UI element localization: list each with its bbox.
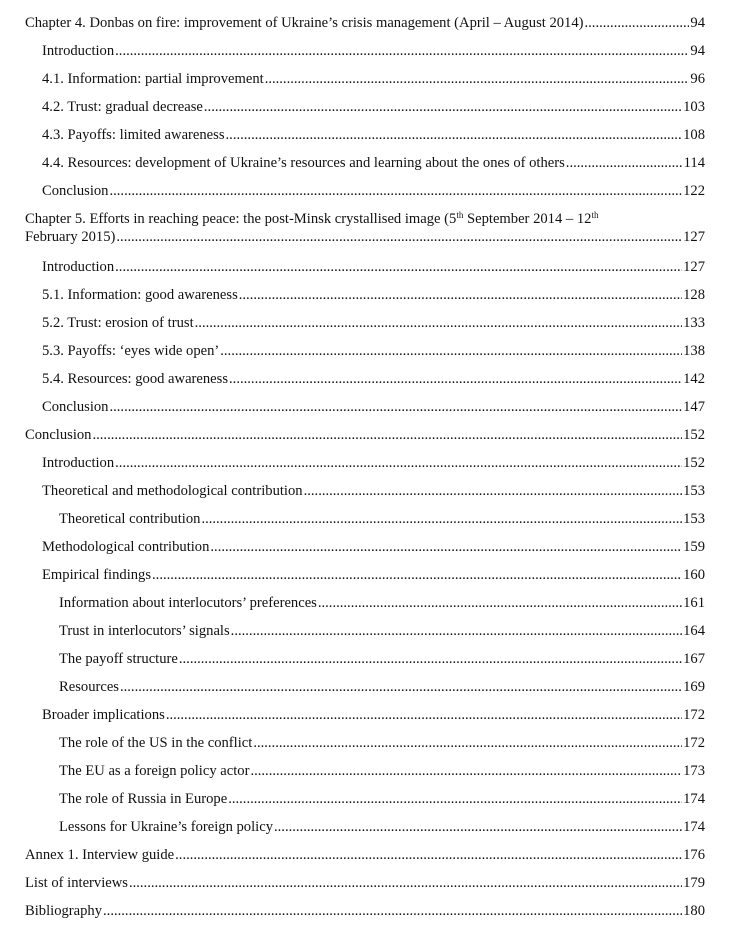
toc-entry-chapter-4[interactable] (25, 14, 705, 32)
dot-leader (228, 790, 682, 808)
toc-entry-4-1[interactable] (42, 70, 705, 88)
dot-leader (103, 902, 682, 920)
toc-entry-page: 180 (683, 903, 705, 919)
toc-entry-4-2[interactable] (42, 98, 705, 116)
toc-entry-page: 103 (683, 99, 705, 115)
toc-entry-lessons-ukraine[interactable] (59, 818, 705, 836)
dot-leader (250, 762, 682, 780)
toc-entry-page: 176 (683, 847, 705, 863)
toc-entry-5-4[interactable] (42, 370, 705, 388)
toc-entry-chapter-5[interactable] (25, 210, 705, 246)
toc-entry-page: 152 (683, 455, 705, 471)
toc-entry-role-of-us[interactable] (59, 734, 705, 752)
toc-entry-title: Theoretical contribution (59, 511, 201, 527)
toc-entry-title: Lessons for Ukraine’s foreign policy (59, 819, 273, 835)
dot-leader (566, 154, 683, 172)
toc-entry-ch5-introduction[interactable] (42, 258, 705, 276)
toc-entry-page: 167 (683, 651, 705, 667)
toc-entry-title: Conclusion (42, 183, 109, 199)
toc-entry-title: Bibliography (25, 903, 103, 919)
toc-entry-page: 169 (683, 679, 705, 695)
dot-leader (115, 258, 682, 276)
toc-entry-page: 108 (683, 127, 705, 143)
toc-entry-title: Resources (59, 679, 119, 695)
dot-leader (585, 14, 690, 32)
dot-leader (195, 314, 682, 332)
dot-leader (231, 622, 682, 640)
toc-entry-title: 5.4. Resources: good awareness (42, 371, 229, 387)
dot-leader (152, 566, 682, 584)
dot-leader (109, 182, 682, 200)
toc-entry-title: Chapter 4. Donbas on fire: improvement of Ukraine’s crisis management (April – August 2014) (25, 15, 584, 31)
toc-entry-eu-actor[interactable] (59, 762, 705, 780)
dot-leader (239, 286, 682, 304)
title-part: September 2014 – 12 (463, 211, 592, 227)
toc-entry-annex-1[interactable] (25, 846, 705, 864)
toc-entry-page: 153 (683, 483, 705, 499)
toc-entry-ch4-introduction[interactable] (42, 42, 705, 60)
toc-entry-payoff-structure[interactable] (59, 650, 705, 668)
toc-entry-trust-signals[interactable] (59, 622, 705, 640)
toc-entry-title: Methodological contribution (42, 539, 210, 555)
toc-entry-5-1[interactable] (42, 286, 705, 304)
toc-entry-title: 5.2. Trust: erosion of trust (42, 315, 194, 331)
toc-entry-empirical-findings[interactable] (42, 566, 705, 584)
toc-entry-title: Information about interlocutors’ preferences (59, 595, 317, 611)
toc-entry-conclusion-introduction[interactable] (42, 454, 705, 472)
toc-entry-page: 133 (683, 315, 705, 331)
dot-leader (253, 734, 682, 752)
toc-entry-methodological-contribution[interactable] (42, 538, 705, 556)
toc-entry-title: The role of Russia in Europe (59, 791, 228, 807)
toc-entry-title: 4.2. Trust: gradual decrease (42, 99, 203, 115)
dot-leader (226, 126, 683, 144)
toc-entry-title: Theoretical and methodological contribution (42, 483, 303, 499)
toc-entry-page: 161 (683, 595, 705, 611)
toc-entry-page: 174 (683, 819, 705, 835)
toc-entry-theoretical-methodological[interactable] (42, 482, 705, 500)
toc-entry-page: 114 (683, 155, 705, 171)
toc-entry-title: 4.4. Resources: development of Ukraine’s resources and learning about the ones of others (42, 155, 565, 171)
toc-entry-page: 96 (690, 71, 705, 87)
toc-entry-page: 164 (683, 623, 705, 639)
dot-leader (265, 70, 690, 88)
toc-entry-page: 179 (683, 875, 705, 891)
dot-leader (92, 426, 682, 444)
dot-leader (115, 454, 682, 472)
toc-entry-5-3[interactable] (42, 342, 705, 360)
toc-entry-page: 174 (683, 791, 705, 807)
toc-entry-4-3[interactable] (42, 126, 705, 144)
toc-entry-page: 172 (683, 735, 705, 751)
dot-leader (175, 846, 682, 864)
toc-entry-page: 153 (683, 511, 705, 527)
dot-leader (318, 594, 682, 612)
toc-entry-page: 173 (683, 763, 705, 779)
toc-entry-page: 127 (683, 229, 705, 245)
toc-entry-bibliography[interactable] (25, 902, 705, 920)
toc-entry-title: Conclusion (42, 399, 109, 415)
toc-entry-title: 4.3. Payoffs: limited awareness (42, 127, 225, 143)
toc-entry-page: 122 (683, 183, 705, 199)
toc-entry-title: Empirical findings (42, 567, 152, 583)
toc-entry-title: Trust in interlocutors’ signals (59, 623, 230, 639)
toc-entry-conclusion[interactable] (25, 426, 705, 444)
dot-leader (129, 874, 682, 892)
dot-leader (204, 98, 682, 116)
toc-entry-resources[interactable] (59, 678, 705, 696)
toc-entry-information-preferences[interactable] (59, 594, 705, 612)
toc-entry-ch4-conclusion[interactable] (42, 182, 705, 200)
dot-leader (274, 818, 682, 836)
toc-entry-title: February 2015) (25, 229, 116, 245)
superscript: th (456, 210, 464, 220)
dot-leader (115, 42, 689, 60)
toc-entry-title: The role of the US in the conflict (59, 735, 253, 751)
toc-entry-title: Introduction (42, 259, 115, 275)
toc-entry-list-of-interviews[interactable] (25, 874, 705, 892)
toc-entry-page: 152 (683, 427, 705, 443)
toc-entry-page: 147 (683, 399, 705, 415)
toc-entry-page: 160 (683, 567, 705, 583)
toc-entry-ch5-conclusion[interactable] (42, 398, 705, 416)
dot-leader (229, 370, 682, 388)
toc-entry-page: 128 (683, 287, 705, 303)
dot-leader (220, 342, 682, 360)
toc-entry-title: Conclusion (25, 427, 92, 443)
toc-entry-page: 94 (690, 43, 705, 59)
toc-entry-5-2[interactable] (42, 314, 705, 332)
dot-leader (109, 398, 682, 416)
dot-leader (304, 482, 683, 500)
title-part: Chapter 5. Efforts in reaching peace: the post-Minsk crystallised image (5 (25, 211, 457, 227)
toc-entry-title: The payoff structure (59, 651, 178, 667)
dot-leader (210, 538, 682, 556)
toc-entry-title: List of interviews (25, 875, 128, 891)
dot-leader (120, 678, 682, 696)
toc-entry-page: 172 (683, 707, 705, 723)
toc-entry-title-line1 (25, 210, 705, 228)
dot-leader (179, 650, 682, 668)
toc-entry-title: Broader implications (42, 707, 165, 723)
toc-entry-title: Annex 1. Interview guide (25, 847, 175, 863)
toc-entry-theoretical-contribution[interactable] (59, 510, 705, 528)
toc-entry-title: The EU as a foreign policy actor (59, 763, 250, 779)
toc-entry-title: 4.1. Information: partial improvement (42, 71, 264, 87)
toc-entry-title: 5.3. Payoffs: ‘eyes wide open’ (42, 343, 220, 359)
superscript: th (591, 210, 599, 220)
toc-entry-title: Introduction (42, 43, 115, 59)
dot-leader (201, 510, 682, 528)
dot-leader (166, 706, 682, 724)
toc-entry-page: 142 (683, 371, 705, 387)
toc-entry-page: 94 (690, 15, 705, 31)
toc-entry-title: 5.1. Information: good awareness (42, 287, 238, 303)
toc-entry-page: 127 (683, 259, 705, 275)
toc-entry-page: 159 (683, 539, 705, 555)
toc-entry-broader-implications[interactable] (42, 706, 705, 724)
dot-leader (116, 228, 682, 246)
toc-entry-role-of-russia[interactable] (59, 790, 705, 808)
toc-entry-4-4[interactable] (42, 154, 705, 172)
toc-entry-page: 138 (683, 343, 705, 359)
toc-entry-title: Introduction (42, 455, 115, 471)
